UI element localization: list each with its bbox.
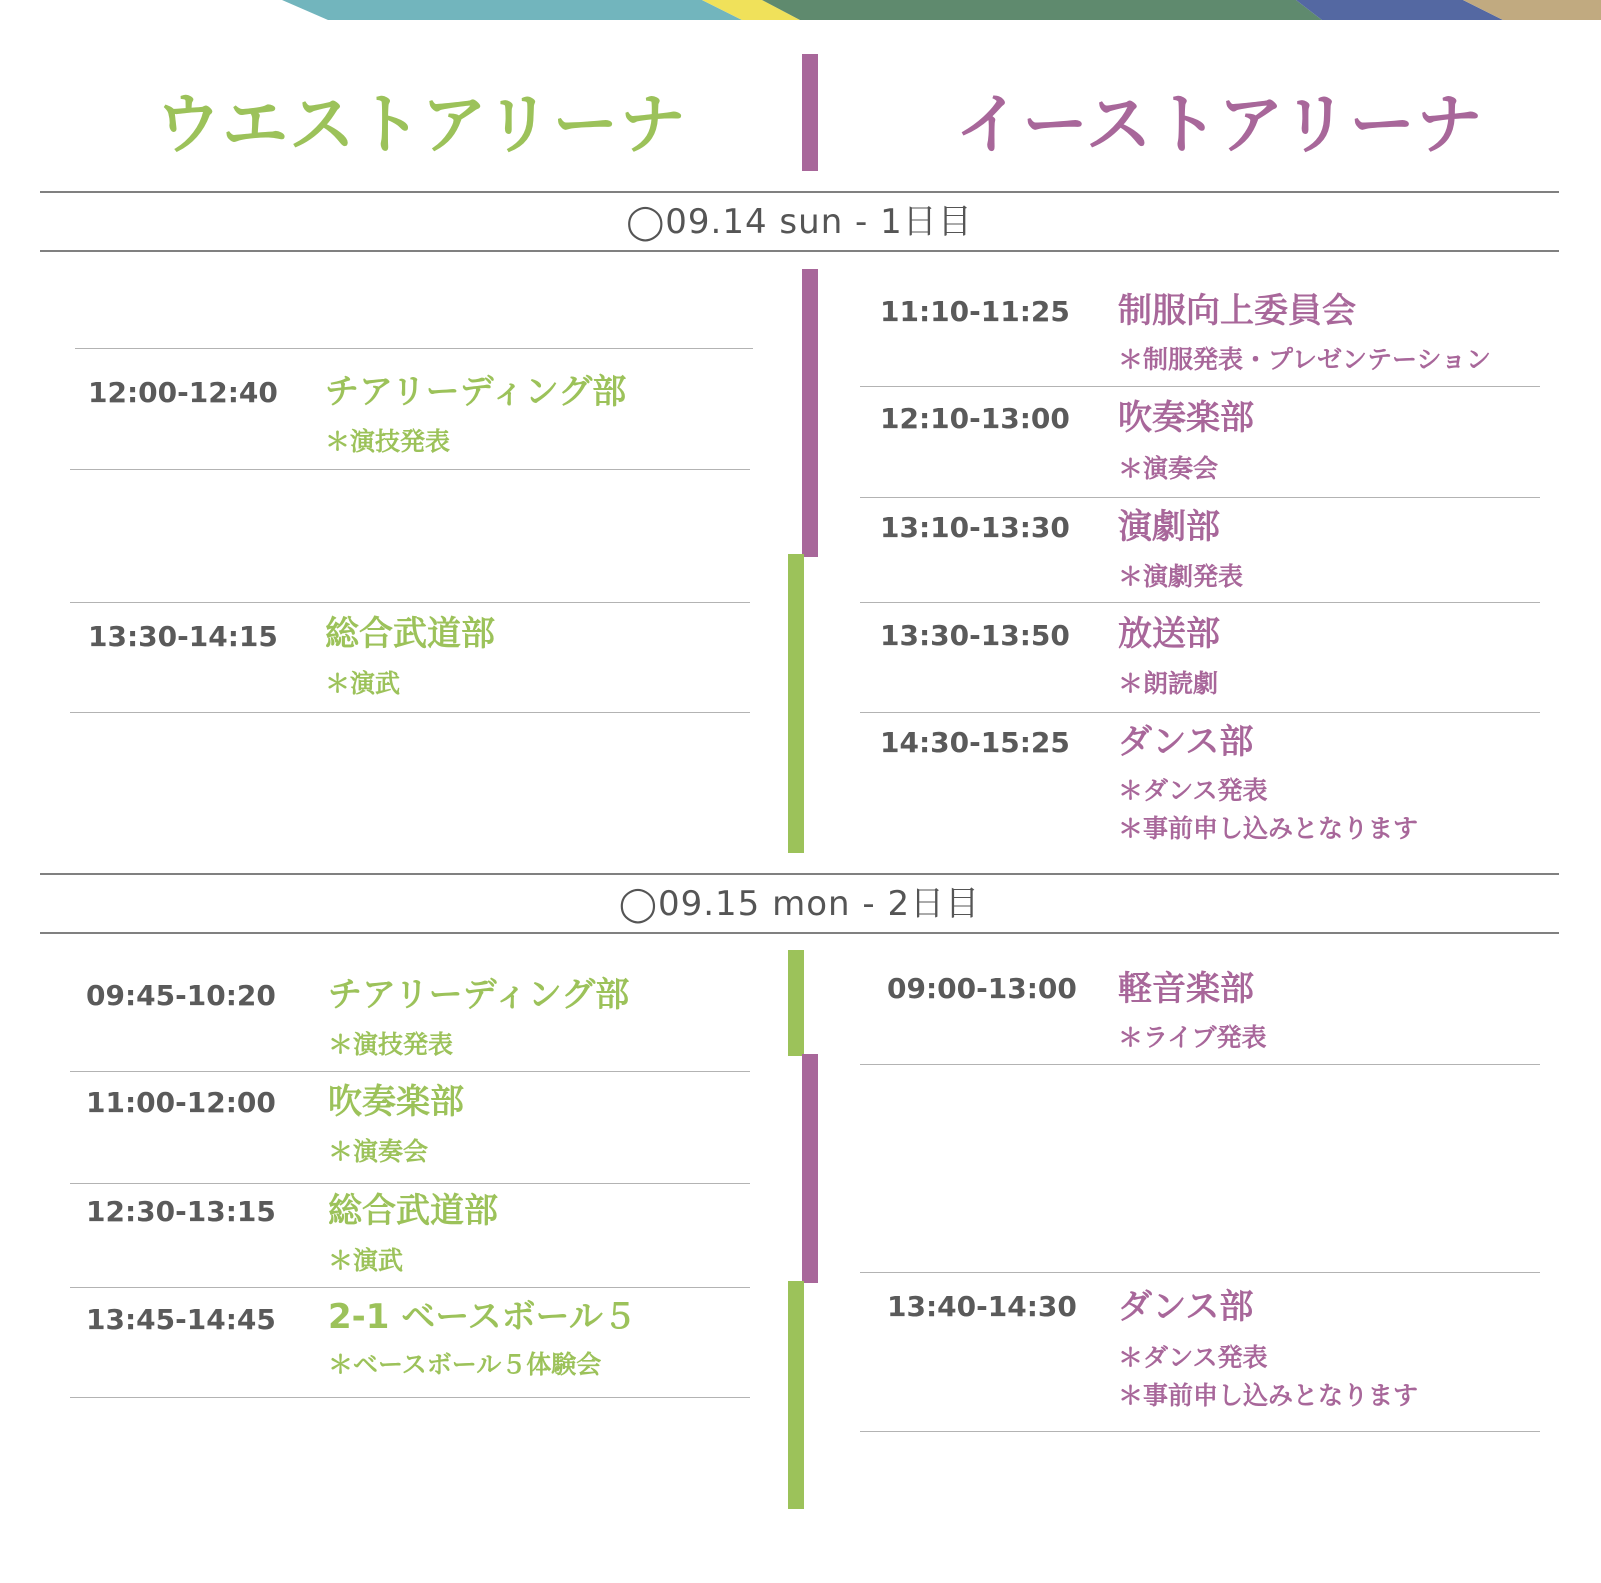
event-note: ＊演奏会 [328, 1137, 429, 1166]
event-name: 放送部 [1118, 614, 1220, 654]
day1-bottom-line [40, 250, 1559, 252]
event-name: 総合武道部 [325, 614, 495, 654]
event-time: 12:00-12:40 [88, 376, 278, 409]
event-note: ＊ダンス発表 [1118, 776, 1268, 805]
separator [70, 1287, 750, 1288]
day2-label: ◯09.15 mon - 2日目 [618, 884, 981, 924]
event-name: 制服向上委員会 [1118, 291, 1356, 331]
separator [70, 1183, 750, 1184]
event-name: 演劇部 [1118, 507, 1220, 547]
event-time: 14:30-15:25 [880, 726, 1070, 759]
event-note: ＊ダンス発表 [1118, 1343, 1268, 1372]
event-time: 12:10-13:00 [880, 402, 1070, 435]
day2-timeline-west-segment [788, 1281, 804, 1509]
event-note: ＊制服発表・プレゼンテーション [1118, 345, 1492, 374]
event-time: 13:30-13:50 [880, 619, 1070, 652]
event-time: 13:10-13:30 [880, 511, 1070, 544]
event-time: 13:40-14:30 [887, 1290, 1077, 1323]
event-name: 総合武道部 [328, 1191, 498, 1231]
day1-top-line [40, 191, 1559, 193]
east-arena-title: イーストアリーナ [955, 86, 1484, 163]
event-note: ＊事前申し込みとなります [1118, 814, 1419, 843]
separator [70, 469, 750, 470]
top-color-band [0, 0, 1601, 22]
separator [860, 602, 1540, 603]
event-note: ＊演奏会 [1118, 454, 1219, 483]
event-time: 13:30-14:15 [88, 620, 278, 653]
separator [860, 1064, 1540, 1065]
event-time: 09:45-10:20 [86, 979, 276, 1012]
event-name: 軽音楽部 [1118, 969, 1254, 1009]
separator [860, 386, 1540, 387]
separator [70, 602, 750, 603]
separator [860, 1272, 1540, 1273]
separator [70, 712, 750, 713]
event-time: 12:30-13:15 [86, 1195, 276, 1228]
event-note: ＊演技発表 [328, 1030, 454, 1059]
separator [70, 1071, 750, 1072]
separator [860, 712, 1540, 713]
day1-timeline-west-segment [788, 554, 804, 853]
day2-top-line [40, 873, 1559, 875]
event-time: 09:00-13:00 [887, 972, 1077, 1005]
event-note: ＊事前申し込みとなります [1118, 1381, 1419, 1410]
separator [860, 1431, 1540, 1432]
arena-divider [802, 54, 818, 171]
event-note: ＊朗読劇 [1118, 669, 1219, 698]
event-name: 2-1 ベースボール５ [328, 1297, 637, 1337]
event-time: 13:45-14:45 [86, 1303, 276, 1336]
day1-timeline-east-segment [802, 269, 818, 557]
event-note: ＊ライブ発表 [1118, 1023, 1267, 1052]
separator [70, 1397, 750, 1398]
event-note: ＊ベースボール５体験会 [328, 1350, 602, 1379]
event-name: ダンス部 [1118, 1287, 1254, 1327]
day2-bottom-line [40, 932, 1559, 934]
separator [860, 497, 1540, 498]
day1-label: ◯09.14 sun - 1日目 [626, 202, 973, 242]
event-name: チアリーディング部 [325, 372, 627, 412]
event-time: 11:10-11:25 [880, 295, 1070, 328]
event-name: 吹奏楽部 [1118, 398, 1254, 438]
event-name: チアリーディング部 [328, 975, 630, 1015]
event-name: ダンス部 [1118, 722, 1254, 762]
separator [75, 348, 753, 349]
event-note: ＊演劇発表 [1118, 562, 1244, 591]
day2-timeline-east-segment [802, 1054, 818, 1283]
west-arena-title: ウエストアリーナ [155, 86, 687, 163]
event-name: 吹奏楽部 [328, 1082, 464, 1122]
event-note: ＊演武 [328, 1246, 404, 1275]
day2-timeline-west-segment [788, 950, 804, 1056]
event-note: ＊演技発表 [325, 427, 451, 456]
event-time: 11:00-12:00 [86, 1086, 276, 1119]
event-note: ＊演武 [325, 669, 401, 698]
